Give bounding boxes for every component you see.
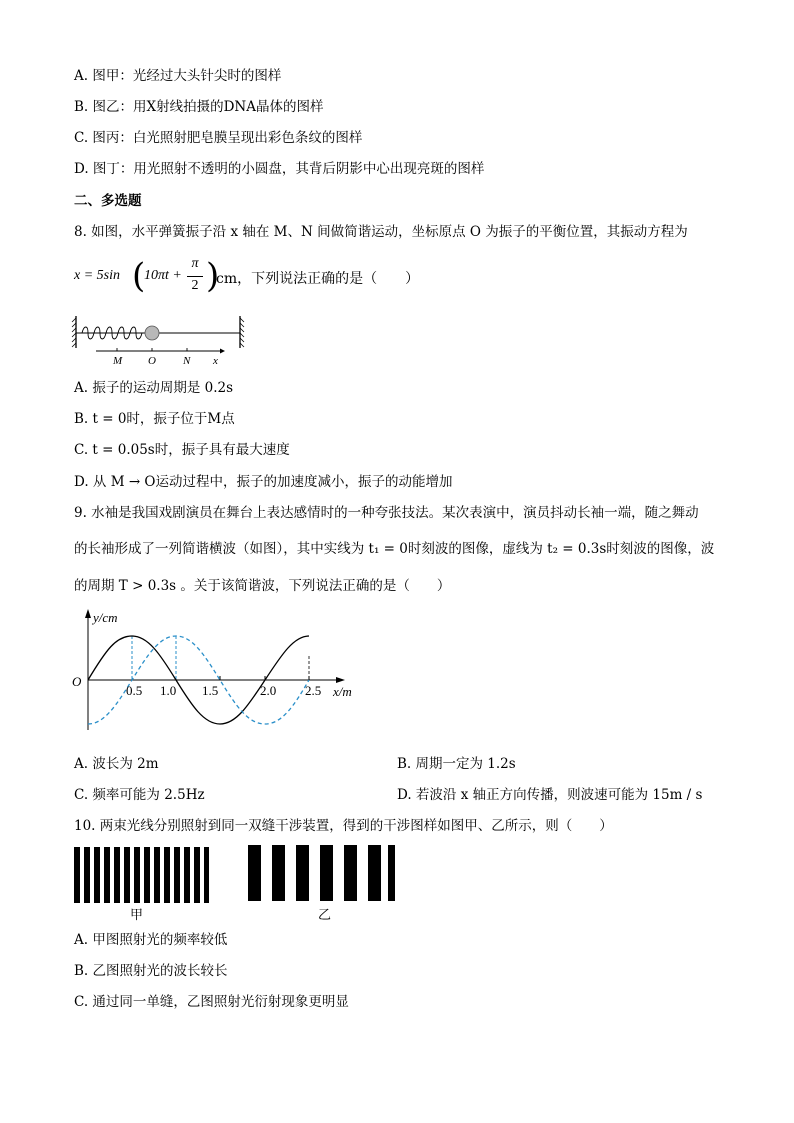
q9-stem-line-3: 的周期 T > 0.3s 。关于该简谐波，下列说法正确的是（ ） <box>74 578 451 594</box>
q8-option-d: D. 从 M → O运动过程中，振子的加速度减小，振子的动能增加 <box>74 474 453 490</box>
interference-patterns-figure <box>70 845 400 925</box>
spring-oscillator-figure <box>70 314 255 366</box>
wave-graph <box>68 604 368 738</box>
q8-eq-tail: cm，下列说法正确的是（ ） <box>216 271 420 287</box>
tick-0-5: 0.5 <box>126 683 143 698</box>
q10-option-c: C. 通过同一单缝，乙图照射光衍射现象更明显 <box>74 994 349 1010</box>
q8-eq-fracbar <box>187 276 203 277</box>
tick-2-5: 2.5 <box>305 683 322 698</box>
fig-label-m: M <box>113 355 123 366</box>
prev-option-d: D. 图丁：用光照射不透明的小圆盘，其背后阴影中心出现亮斑的图样 <box>74 161 485 177</box>
label-jia: 甲 <box>130 908 144 923</box>
q8-eq-num: π <box>191 256 199 271</box>
x-axis-label: x/m <box>333 684 352 699</box>
q8-eq-rparen: ) <box>206 256 220 296</box>
q8-option-b: B. t = 0时，振子位于M点 <box>74 411 235 427</box>
tick-1-5: 1.5 <box>202 683 219 698</box>
q9-stem-line-1: 9. 水袖是我国戏剧演员在舞台上表达感情时的一种夸张技法。某次表演中，演员抖动长袖一端，随之舞动 <box>74 505 699 521</box>
q10-stem: 10. 两束光线分别照射到同一双缝干涉装置，得到的干涉图样如图甲、乙所示，则（ ） <box>74 818 613 834</box>
prev-option-c: C. 图丙：白光照射肥皂膜呈现出彩色条纹的图样 <box>74 130 363 146</box>
q9-option-b: B. 周期一定为 1.2s <box>397 756 516 772</box>
fig-label-n: N <box>183 355 191 366</box>
q8-eq-lparen: ( <box>132 256 146 296</box>
q8-option-c: C. t = 0.05s时，振子具有最大速度 <box>74 442 290 458</box>
q10-option-b: B. 乙图照射光的波长较长 <box>74 963 228 979</box>
q9-stem-line-2: 的长袖形成了一列简谐横波（如图），其中实线为 t₁ = 0时刻波的图像，虚线为 t₂ = 0.3s时刻波的图像，波 <box>74 541 715 557</box>
pattern-jia <box>74 847 209 903</box>
prev-option-b: B. 图乙：用X射线拍摄的DNA晶体的图样 <box>74 99 324 115</box>
origin-label: O <box>72 674 82 689</box>
fig-label-x: x <box>213 355 218 366</box>
prev-option-a: A. 图甲：光经过大头针尖时的图样 <box>74 68 282 84</box>
tick-2-0: 2.0 <box>260 683 277 698</box>
q8-eq-arg: 10πt + <box>144 268 182 283</box>
y-axis-label: y/cm <box>93 610 118 625</box>
q8-stem: 8. 如图，水平弹簧振子沿 x 轴在 M、N 间做简谐运动，坐标原点 O 为振子的平衡位置，其振动方程为 <box>74 224 688 240</box>
section-title: 二、多选题 <box>74 193 142 209</box>
oscillator-ball <box>145 326 159 340</box>
pattern-yi <box>248 845 395 901</box>
q10-option-a: A. 甲图照射光的频率较低 <box>74 932 228 948</box>
label-yi: 乙 <box>318 908 332 923</box>
tick-1-0: 1.0 <box>160 683 177 698</box>
q9-option-c: C. 频率可能为 2.5Hz <box>74 787 205 803</box>
q8-option-a: A. 振子的运动周期是 0.2s <box>74 380 234 396</box>
q9-option-d: D. 若波沿 x 轴正方向传播，则波速可能为 15m / s <box>397 787 703 803</box>
q8-eq-lhs: x = 5sin <box>74 268 120 283</box>
q9-option-a: A. 波长为 2m <box>74 756 159 772</box>
q8-eq-den: 2 <box>191 278 199 293</box>
fig-label-o: O <box>148 355 156 366</box>
